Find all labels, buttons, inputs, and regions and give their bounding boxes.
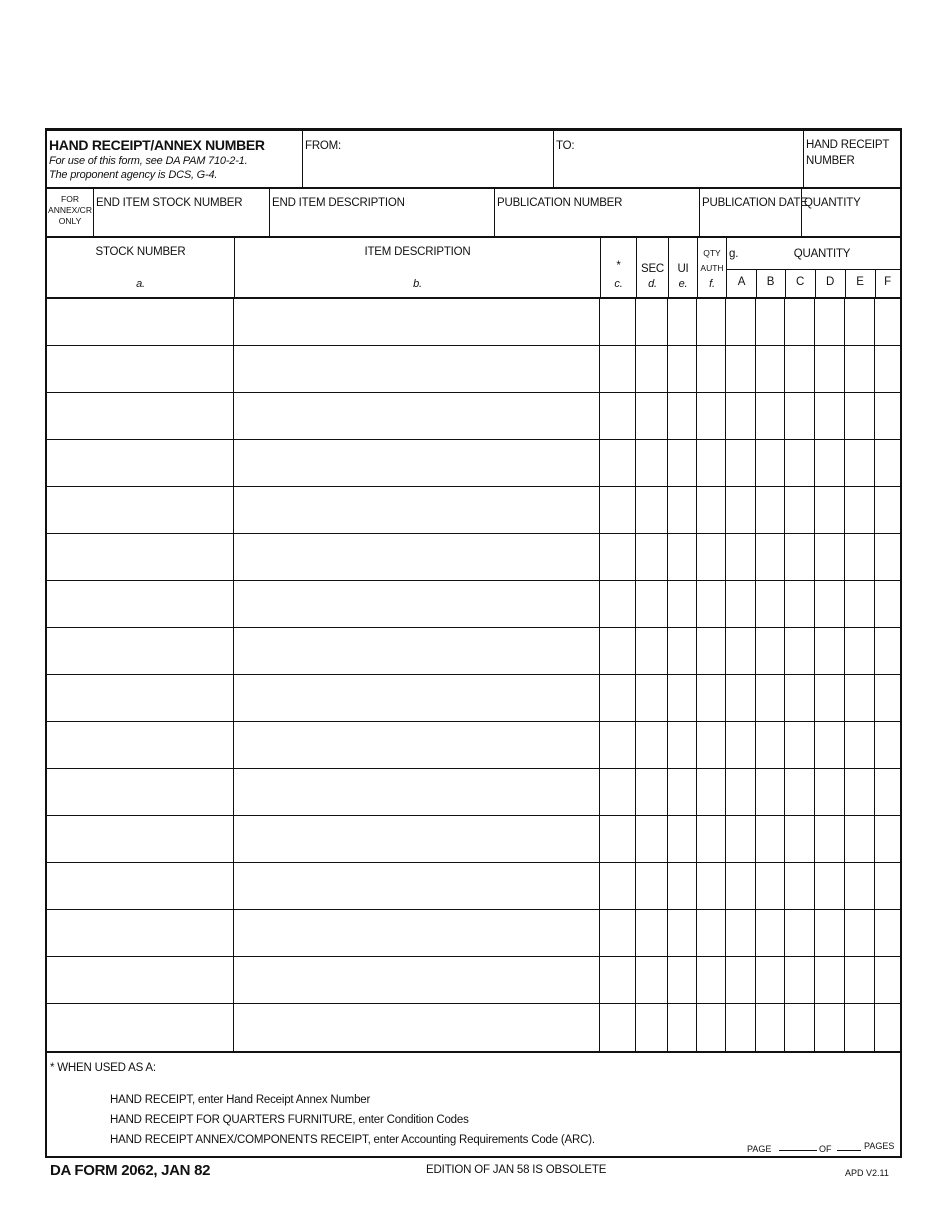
ui-cell[interactable] [669,440,697,486]
end-item-quantity-label: QUANTITY [804,197,861,209]
qty-b-cell[interactable] [756,440,785,486]
qty-b-cell[interactable] [756,534,785,580]
table-row [47,863,900,910]
of-label: OF [819,1144,832,1154]
star-code-cell[interactable] [601,769,636,815]
qty-c-cell[interactable] [785,722,815,768]
stock-number-cell[interactable] [47,1004,234,1051]
qty-auth-cell[interactable] [698,581,726,627]
version-note: APD V2.11 [845,1168,889,1178]
star-code-cell[interactable] [601,487,636,533]
star-code-cell[interactable] [601,1004,636,1051]
qty-f-cell[interactable] [875,534,900,580]
qty-auth-cell[interactable] [698,675,726,721]
item-description-cell[interactable] [235,722,600,768]
hand-receipt-number-field[interactable] [804,131,900,188]
qty-d-cell[interactable] [815,722,845,768]
qty-c-cell[interactable] [785,487,815,533]
sec-cell[interactable] [637,910,668,956]
form-title: HAND RECEIPT/ANNEX NUMBER [49,137,265,153]
qty-a-cell[interactable] [727,534,756,580]
quantity-subcolumn-a: A [737,276,746,288]
item-description-heading: ITEM DESCRIPTION [364,246,471,258]
star-code-cell[interactable] [601,910,636,956]
qty-d-cell[interactable] [815,957,845,1003]
to-field[interactable] [554,131,803,188]
qty-d-cell[interactable] [815,816,845,862]
qty-auth-cell[interactable] [698,722,726,768]
qty-b-cell[interactable] [756,299,785,345]
qty-auth-letter: f. [709,278,715,290]
for-annex-cr-only [47,189,93,237]
sec-cell[interactable] [637,487,668,533]
qty-a-cell[interactable] [727,863,756,909]
quantity-g-letter: g. [729,248,739,260]
footnote-line-3: HAND RECEIPT ANNEX/COMPONENTS RECEIPT, enter Accounting Requirements Code (ARC). [110,1134,595,1146]
stock-number-heading: STOCK NUMBER [95,246,186,258]
stock-number-cell[interactable] [47,393,234,439]
table-row [47,393,900,440]
qty-e-cell[interactable] [845,722,875,768]
qty-c-cell[interactable] [785,769,815,815]
star-code-cell[interactable] [601,816,636,862]
qty-f-cell[interactable] [875,816,900,862]
ui-heading: UI [677,263,689,275]
sec-column-header [637,238,668,298]
table-row [47,440,900,487]
stock-number-cell[interactable] [47,675,234,721]
qty-e-cell[interactable] [845,581,875,627]
qty-f-cell[interactable] [875,628,900,674]
qty-a-cell[interactable] [727,628,756,674]
qty-auth-line-2: AUTH [700,263,724,273]
qty-a-cell[interactable] [727,957,756,1003]
from-field[interactable] [303,131,553,188]
qty-b-cell[interactable] [756,863,785,909]
qty-d-cell[interactable] [815,487,845,533]
pages-total-field[interactable] [837,1150,861,1151]
qty-b-cell[interactable] [756,722,785,768]
quantity-heading: QUANTITY [793,248,851,260]
sec-cell[interactable] [637,816,668,862]
table-row [47,1004,900,1051]
qty-c-cell[interactable] [785,957,815,1003]
table-row [47,722,900,769]
table-row [47,628,900,675]
qty-b-cell[interactable] [756,910,785,956]
star-code-cell[interactable] [601,675,636,721]
quantity-group-header [727,238,900,269]
qty-e-cell[interactable] [845,910,875,956]
edition-note: EDITION OF JAN 58 IS OBSOLETE [426,1164,607,1176]
star-code-cell[interactable] [601,299,636,345]
star-code-cell[interactable] [601,957,636,1003]
quantity-subcolumn-d: D [825,276,835,288]
qty-e-cell[interactable] [845,957,875,1003]
qty-f-cell[interactable] [875,487,900,533]
qty-e-cell[interactable] [845,816,875,862]
qty-auth-line-1: QTY [703,248,721,258]
qty-b-cell[interactable] [756,816,785,862]
qty-b-cell[interactable] [756,581,785,627]
sec-heading: SEC [640,263,665,275]
table-row [47,816,900,863]
sec-cell[interactable] [637,863,668,909]
qty-b-cell[interactable] [756,393,785,439]
item-description-cell[interactable] [235,299,600,345]
item-description-cell[interactable] [235,487,600,533]
qty-a-cell[interactable] [727,910,756,956]
item-description-cell[interactable] [235,769,600,815]
stock-number-cell[interactable] [47,346,234,392]
qty-d-cell[interactable] [815,863,845,909]
stock-number-cell[interactable] [47,628,234,674]
footnote-line-2: HAND RECEIPT FOR QUARTERS FURNITURE, enter Condition Codes [110,1114,469,1126]
hand-receipt-number-label-1: HAND RECEIPT [806,139,890,151]
ui-cell[interactable] [669,628,697,674]
footnote-line-1: HAND RECEIPT, enter Hand Receipt Annex Number [110,1094,371,1106]
qty-e-cell[interactable] [845,769,875,815]
sec-cell[interactable] [637,581,668,627]
stock-number-cell[interactable] [47,581,234,627]
table-row [47,910,900,957]
qty-a-cell[interactable] [727,440,756,486]
sec-cell[interactable] [637,534,668,580]
qty-d-cell[interactable] [815,1004,845,1051]
item-description-cell[interactable] [235,816,600,862]
star-code-cell[interactable] [601,346,636,392]
stock-number-header [47,238,234,298]
ui-column-header [669,238,697,298]
item-description-cell[interactable] [235,863,600,909]
ui-cell[interactable] [669,346,697,392]
qty-auth-cell[interactable] [698,534,726,580]
usage-note: For use of this form, see DA PAM 710-2-1. [49,155,248,167]
end-item-description-field[interactable] [270,189,494,237]
sec-cell[interactable] [637,346,668,392]
qty-c-cell[interactable] [785,581,815,627]
ui-cell[interactable] [669,910,697,956]
qty-f-cell[interactable] [875,769,900,815]
qty-auth-cell[interactable] [698,863,726,909]
stock-number-cell[interactable] [47,910,234,956]
item-description-cell[interactable] [235,581,600,627]
star-code-cell[interactable] [601,534,636,580]
qty-f-cell[interactable] [875,863,900,909]
qty-d-cell[interactable] [815,299,845,345]
qty-c-cell[interactable] [785,534,815,580]
ui-cell[interactable] [669,769,697,815]
table-row [47,487,900,534]
ui-cell[interactable] [669,487,697,533]
ui-cell[interactable] [669,581,697,627]
item-description-cell[interactable] [235,628,600,674]
to-label: TO: [556,140,575,152]
qty-d-cell[interactable] [815,581,845,627]
qty-e-cell[interactable] [845,346,875,392]
quantity-subcolumn-b: B [766,276,775,288]
qty-c-cell[interactable] [785,863,815,909]
qty-c-cell[interactable] [785,440,815,486]
stock-number-cell[interactable] [47,816,234,862]
qty-a-cell[interactable] [727,299,756,345]
hand-receipt-form [45,128,902,1158]
ui-cell[interactable] [669,722,697,768]
qty-d-cell[interactable] [815,910,845,956]
publication-number-label: PUBLICATION NUMBER [497,197,623,209]
footnote-heading: * WHEN USED AS A: [50,1062,156,1074]
end-item-quantity-field[interactable] [802,189,900,237]
qty-a-cell[interactable] [727,1004,756,1051]
for-annex-line-2: ANNEX/CR [48,205,92,215]
page-counter [747,1141,897,1155]
ui-cell[interactable] [669,816,697,862]
ui-cell[interactable] [669,534,697,580]
ui-cell[interactable] [669,863,697,909]
qty-auth-cell[interactable] [698,910,726,956]
qty-a-cell[interactable] [727,675,756,721]
qty-d-cell[interactable] [815,393,845,439]
star-column-header [601,238,636,298]
qty-c-cell[interactable] [785,346,815,392]
item-description-header [235,238,600,298]
qty-e-cell[interactable] [845,628,875,674]
qty-e-cell[interactable] [845,487,875,533]
table-row [47,299,900,346]
qty-d-cell[interactable] [815,628,845,674]
qty-f-cell[interactable] [875,346,900,392]
qty-a-cell[interactable] [727,581,756,627]
publication-date-field[interactable] [700,189,808,237]
table-row [47,534,900,581]
ui-cell[interactable] [669,1004,697,1051]
table-row [47,957,900,1004]
qty-d-cell[interactable] [815,675,845,721]
ui-cell[interactable] [669,957,697,1003]
qty-b-cell[interactable] [756,1004,785,1051]
for-annex-line-1: FOR [61,194,79,204]
qty-c-cell[interactable] [785,910,815,956]
item-description-letter: b. [413,278,422,290]
qty-auth-cell[interactable] [698,1004,726,1051]
sec-cell[interactable] [637,628,668,674]
qty-f-cell[interactable] [875,393,900,439]
form-id: DA FORM 2062, JAN 82 [50,1162,211,1179]
ui-cell[interactable] [669,393,697,439]
stock-number-letter: a. [136,278,145,290]
qty-auth-cell[interactable] [698,393,726,439]
qty-b-cell[interactable] [756,487,785,533]
qty-e-cell[interactable] [845,534,875,580]
qty-e-cell[interactable] [845,675,875,721]
sec-cell[interactable] [637,769,668,815]
qty-d-cell[interactable] [815,440,845,486]
stock-number-cell[interactable] [47,722,234,768]
page-number-field[interactable] [779,1150,817,1151]
table-row [47,769,900,816]
qty-c-cell[interactable] [785,675,815,721]
end-item-stock-number-label: END ITEM STOCK NUMBER [96,197,243,209]
star-code-cell[interactable] [601,628,636,674]
qty-b-cell[interactable] [756,346,785,392]
item-description-cell[interactable] [235,957,600,1003]
qty-auth-cell[interactable] [698,487,726,533]
stock-number-cell[interactable] [47,440,234,486]
qty-c-cell[interactable] [785,816,815,862]
end-item-description-label: END ITEM DESCRIPTION [272,197,405,209]
stock-number-cell[interactable] [47,534,234,580]
qty-f-cell[interactable] [875,581,900,627]
sec-cell[interactable] [637,957,668,1003]
qty-a-cell[interactable] [727,393,756,439]
qty-f-cell[interactable] [875,299,900,345]
publication-date-label: PUBLICATION DATE [702,197,808,209]
qty-d-cell[interactable] [815,346,845,392]
sec-cell[interactable] [637,1004,668,1051]
annex-number-field[interactable] [47,131,302,188]
qty-auth-column-header [698,238,726,298]
qty-e-cell[interactable] [845,299,875,345]
quantity-subcolumn-c: C [795,276,805,288]
for-annex-line-3: ONLY [58,216,82,226]
stock-number-cell[interactable] [47,487,234,533]
footnote [47,1053,900,1157]
sec-cell[interactable] [637,440,668,486]
quantity-subcolumn-e: E [856,276,864,288]
qty-a-cell[interactable] [727,346,756,392]
qty-b-cell[interactable] [756,675,785,721]
end-item-stock-number-field[interactable] [94,189,269,237]
qty-a-cell[interactable] [727,722,756,768]
qty-d-cell[interactable] [815,534,845,580]
qty-auth-cell[interactable] [698,957,726,1003]
qty-e-cell[interactable] [845,1004,875,1051]
qty-b-cell[interactable] [756,769,785,815]
qty-a-cell[interactable] [727,769,756,815]
item-description-cell[interactable] [235,910,600,956]
publication-number-field[interactable] [495,189,699,237]
qty-a-cell[interactable] [727,487,756,533]
ui-cell[interactable] [669,299,697,345]
quantity-subcolumn-f: F [884,276,891,288]
qty-f-cell[interactable] [875,910,900,956]
item-description-cell[interactable] [235,1004,600,1051]
qty-b-cell[interactable] [756,957,785,1003]
page-label: PAGE [747,1144,772,1154]
stock-number-cell[interactable] [47,957,234,1003]
qty-auth-cell[interactable] [698,440,726,486]
star-code-cell[interactable] [601,393,636,439]
qty-auth-cell[interactable] [698,628,726,674]
table-row [47,346,900,393]
qty-a-cell[interactable] [727,816,756,862]
from-label: FROM: [305,140,342,152]
qty-f-cell[interactable] [875,1004,900,1051]
item-description-cell[interactable] [235,346,600,392]
stock-number-cell[interactable] [47,299,234,345]
qty-f-cell[interactable] [875,675,900,721]
qty-b-cell[interactable] [756,628,785,674]
item-description-cell[interactable] [235,534,600,580]
qty-e-cell[interactable] [845,863,875,909]
item-description-cell[interactable] [235,675,600,721]
qty-auth-cell[interactable] [698,346,726,392]
star-code-cell[interactable] [601,581,636,627]
hand-receipt-number-label-2: NUMBER [806,155,855,167]
sec-letter: d. [648,278,657,290]
pages-label: PAGES [864,1141,895,1151]
qty-c-cell[interactable] [785,628,815,674]
qty-c-cell[interactable] [785,1004,815,1051]
sec-cell[interactable] [637,393,668,439]
table-row [47,581,900,628]
qty-auth-cell[interactable] [698,299,726,345]
ui-cell[interactable] [669,675,697,721]
star-code-cell[interactable] [601,722,636,768]
qty-f-cell[interactable] [875,440,900,486]
item-description-cell[interactable] [235,440,600,486]
ui-letter: e. [678,278,688,290]
qty-d-cell[interactable] [815,769,845,815]
sec-cell[interactable] [637,299,668,345]
qty-auth-cell[interactable] [698,769,726,815]
stock-number-cell[interactable] [47,769,234,815]
item-description-cell[interactable] [235,393,600,439]
qty-auth-cell[interactable] [698,816,726,862]
sec-cell[interactable] [637,722,668,768]
qty-f-cell[interactable] [875,722,900,768]
qty-f-cell[interactable] [875,957,900,1003]
qty-c-cell[interactable] [785,393,815,439]
sec-cell[interactable] [637,675,668,721]
star-code-cell[interactable] [601,440,636,486]
table-row [47,675,900,722]
star-code-cell[interactable] [601,863,636,909]
stock-number-cell[interactable] [47,863,234,909]
proponent-note: The proponent agency is DCS, G-4. [49,169,218,181]
star-heading: * [616,260,621,272]
star-letter: c. [614,278,623,290]
qty-c-cell[interactable] [785,299,815,345]
qty-e-cell[interactable] [845,440,875,486]
qty-e-cell[interactable] [845,393,875,439]
